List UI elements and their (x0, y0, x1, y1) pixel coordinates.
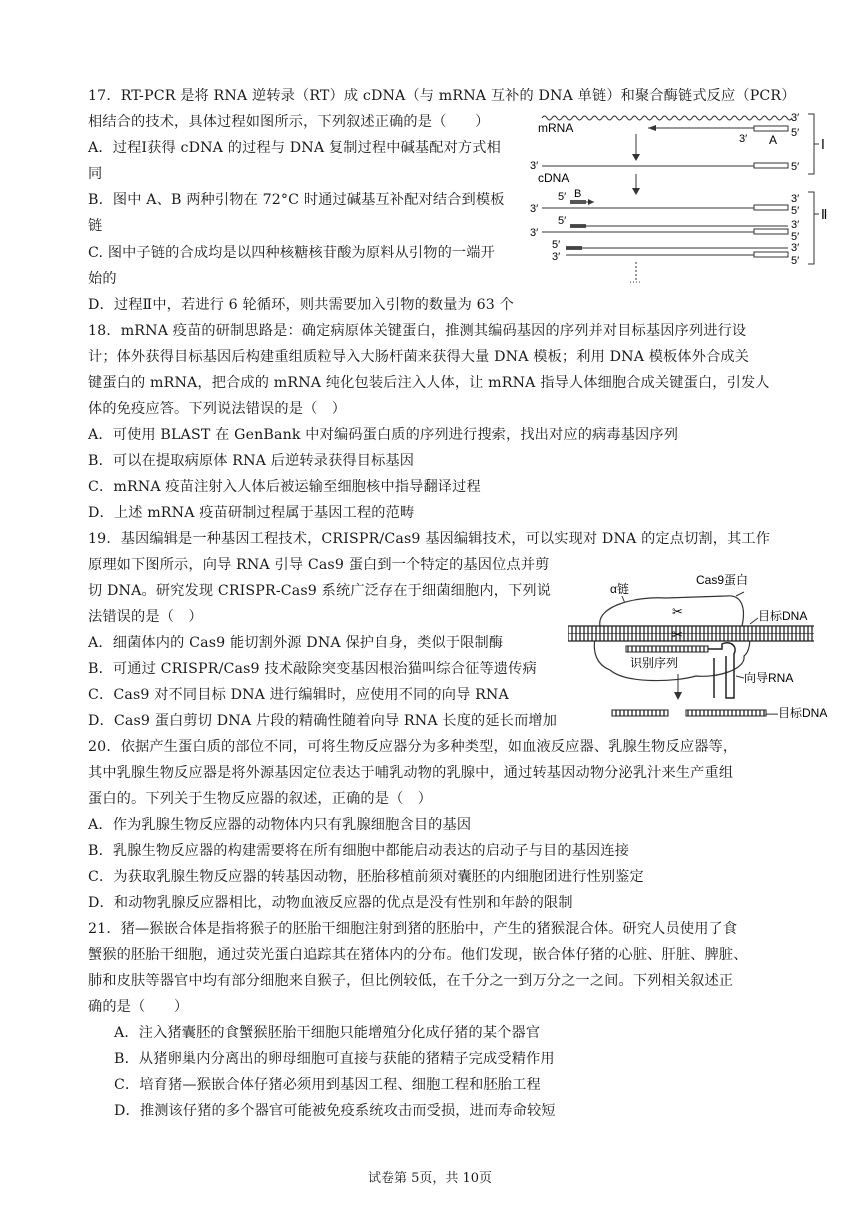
target-dna-label: 目标DNA (758, 609, 808, 623)
svg-text:3′: 3′ (791, 112, 800, 124)
q17-option-d: D．过程Ⅱ中，若进行 6 轮循环，则共需要加入引物的数量为 63 个 (88, 297, 514, 313)
q17-option-c-cont: 始的 (88, 271, 117, 287)
q21-line-2: 蟹猴的胚胎干细胞，通过荧光蛋白追踪其在猪体内的分布。他们发现，嵌合体仔猪的心脏、肝脏、脾脏、 (88, 947, 748, 963)
q20-line-3: 蛋白的。下列关于生物反应器的叙述，正确的是（ ） (88, 791, 433, 807)
recognition-sequence-label: 识别序列 (630, 656, 679, 670)
q19-option-a: A．细菌体内的 Cas9 能切割外源 DNA 保护自身，类似于限制酶 (88, 635, 504, 651)
q19-line-4: 法错误的是（ ） (88, 609, 203, 625)
svg-text:5′: 5′ (791, 205, 800, 217)
svg-text:3′: 3′ (791, 242, 800, 254)
svg-text:3′: 3′ (530, 203, 539, 215)
q18-option-c: C．mRNA 疫苗注射入人体后被运输至细胞核中指导翻译过程 (88, 479, 481, 495)
q18-option-a: A．可使用 BLAST 在 GenBank 中对编码蛋白质的序列进行搜索，找出对应的病毒基因序列 (88, 427, 679, 443)
q19-line-2: 原理如下图所示，向导 RNA 引导 Cas9 蛋白到一个特定的基因位点并剪 (88, 557, 550, 573)
svg-text:3′: 3′ (739, 133, 748, 145)
q21-option-d: D．推测该仔猪的多个器官可能被免疫系统攻击而受损，进而寿命较短 (114, 1103, 556, 1119)
q18-line-3: 键蛋白的 mRNA，把合成的 mRNA 纯化包装后注入人体，让 mRNA 指导人体细胞合成关键蛋白，引发人 (88, 375, 770, 391)
q21-option-a: A．注入猪囊胚的食蟹猴胚胎干细胞只能增殖分化成仔猪的某个器官 (114, 1025, 541, 1041)
q19-option-c: C．Cas9 对不同目标 DNA 进行编辑时，应使用不同的向导 RNA (88, 687, 509, 703)
q21-option-c: C．培育猪—猴嵌合体仔猪必须用到基因工程、细胞工程和胚胎工程 (114, 1077, 541, 1093)
svg-text:5′: 5′ (791, 127, 800, 139)
alpha-chain-label: α链 (610, 582, 629, 596)
q21-line-1: 21．猪—猴嵌合体是指将猴子的胚胎干细胞注射到猪的胚胎中，产生的猪猴混合体。研究人员使用了食 (88, 921, 738, 937)
svg-text:5′: 5′ (791, 255, 800, 267)
q20-option-c: C．为获取乳腺生物反应器的转基因动物，胚胎移植前须对囊胚的内细胞团进行性别鉴定 (88, 869, 644, 885)
svg-text:3′: 3′ (791, 219, 800, 231)
q18-line-4: 体的免疫应答。下列说法错误的是（ ） (88, 401, 347, 417)
q18-option-d: D．上述 mRNA 疫苗研制过程属于基因工程的范畴 (88, 505, 415, 521)
q17-option-c: C. 图中子链的合成均是以四种核糖核苷酸为原料从引物的一端开 (88, 245, 495, 261)
svg-text:3′: 3′ (552, 251, 561, 263)
q17-option-b-cont: 链 (88, 218, 103, 234)
q20-option-b: B．乳腺生物反应器的构建需要将在所有细胞中都能启动表达的启动子与目的基因连接 (88, 843, 630, 859)
q19-option-b: B．可通过 CRISPR/Cas9 技术敲除突变基因根治猫叫综合征等遗传病 (88, 661, 537, 677)
q18-line-2: 计；体外获得目标基因后构建重组质粒导入大肠杆菌来获得大量 DNA 模板；利用 DNA 模板体外合成关 (88, 349, 750, 365)
rt-pcr-figure (528, 108, 848, 288)
q19-line-3: 切 DNA。研究发现 CRISPR-Cas9 系统广泛存在于细菌细胞内，下列说 (88, 583, 552, 599)
guide-rna-label: 向导RNA (744, 671, 794, 685)
q19-option-d: D．Cas9 蛋白剪切 DNA 片段的精确性随着向导 RNA 长度的延长而增加 (88, 713, 558, 729)
svg-text:3′: 3′ (530, 160, 539, 172)
q21-line-4: 确的是（ ） (88, 999, 189, 1015)
crispr-cas9-figure (566, 566, 848, 728)
q21-option-b: B．从猪卵巢内分离出的卵母细胞可直接与获能的猪精子完成受精作用 (114, 1051, 555, 1067)
cas9-label: Cas9蛋白 (696, 573, 749, 587)
q17-option-b: B．图中 A、B 两种引物在 72°C 时通过碱基互补配对结合到模板 (88, 192, 505, 208)
q18-option-b: B．可以在提取病原体 RNA 后逆转录获得目标基因 (88, 453, 415, 469)
svg-text:3′: 3′ (791, 193, 800, 205)
q19-line-1: 19．基因编辑是一种基因工程技术，CRISPR/Cas9 基因编辑技术，可以实现对 DNA 的定点切割，其工作 (88, 531, 771, 547)
q20-line-2: 其中乳腺生物反应器是将外源基因定位表达于哺乳动物的乳腺中，通过转基因动物分泌乳汁来生产重组 (88, 765, 734, 781)
svg-text:5′: 5′ (791, 231, 800, 243)
q18-line-1: 18．mRNA 疫苗的研制思路是：确定病原体关键蛋白，推测其编码基因的序列并对目标基因序列进行设 (88, 323, 747, 339)
q17-line-1: 17．RT-PCR 是将 RNA 逆转录（RT）成 cDNA（与 mRNA 互补的 DNA 单链）和聚合酶链式反应（PCR） (88, 88, 796, 104)
scissors-icon-top: ✂ (672, 604, 683, 619)
target-dna-bottom-label: —目标DNA (766, 706, 828, 720)
mrna-label: mRNA (538, 121, 574, 135)
q17-line-2: 相结合的技术，具体过程如图所示，下列叙述正确的是（ ） (88, 114, 490, 130)
svg-text:5′: 5′ (558, 215, 567, 227)
q17-option-a: A．过程Ⅰ获得 cDNA 的过程与 DNA 复制过程中碱基配对方式相 (88, 140, 501, 156)
svg-text:5′: 5′ (558, 191, 567, 203)
stage-1-label: Ⅰ (821, 137, 825, 152)
q17-option-a-cont: 同 (88, 166, 103, 182)
scissors-icon-bottom: ✂ (672, 627, 683, 642)
stage-2-label: Ⅱ (821, 207, 828, 222)
svg-text:3′: 3′ (530, 227, 539, 239)
q21-line-3: 肺和皮肤等器官中均有部分细胞来自猴子，但比例较低，在千分之一到万分之一之间。下列相关叙述正 (88, 973, 734, 989)
q20-option-d: D．和动物乳腺反应器相比，动物血液反应器的优点是没有性别和年龄的限制 (88, 895, 573, 911)
primer-a-label: A (769, 133, 778, 147)
primer-b-label: B (574, 188, 582, 200)
svg-text:5′: 5′ (552, 239, 561, 251)
cdna-label: cDNA (538, 171, 570, 185)
q20-line-1: 20．依据产生蛋白质的部位不同，可将生物反应器分为多种类型，如血液反应器、乳腺生物反应器等， (88, 739, 738, 755)
q20-option-a: A．作为乳腺生物反应器的动物体内只有乳腺细胞含目的基因 (88, 817, 472, 833)
page-footer: 试卷第 5页，共 10页 (367, 1171, 493, 1186)
svg-text:5′: 5′ (791, 161, 800, 173)
